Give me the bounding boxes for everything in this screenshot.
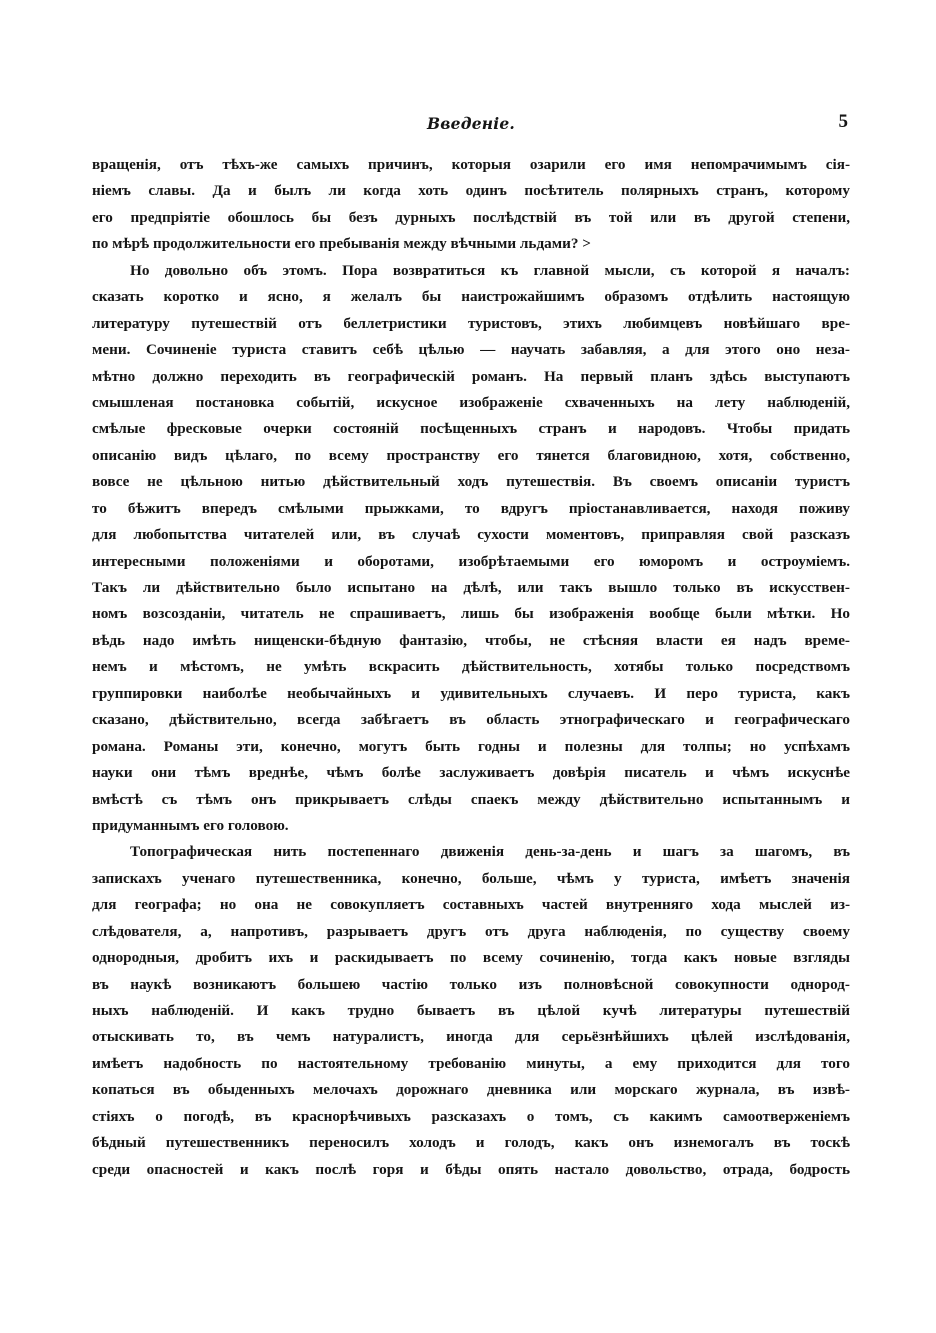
text-line: описанію видъ цѣлаго, по всему пространству его тянется благовидною, хотя, собственно, (92, 446, 850, 464)
text-line: Такъ ли дѣйствительно было испытано на дѣлѣ, или такъ вышло только въ искусствен- (92, 579, 850, 596)
paragraph-3 (92, 839, 850, 1183)
text-line: литературу путешествій отъ беллетристики туристовъ, этихъ любимцевъ новѣйшаго вре- (92, 314, 850, 332)
running-title: Введеніе. (426, 114, 516, 133)
text-line: Но довольно объ этомъ. Пора возвратиться къ главной мысли, съ которой я началъ: (130, 261, 850, 279)
text-line: номъ возсозданіи, читатель не спрашиваетъ, лишь бы изображенія вообще были мѣтки. Но (92, 605, 850, 623)
text-line: группировки наиболѣе необычайныхъ и удивительныхъ случаевъ. И перо туриста, какъ (92, 684, 850, 702)
text-line: науки они тѣмъ вреднѣе, чѣмъ болѣе заслуживаетъ довѣрія писатель и чѣмъ искуснѣе (92, 764, 850, 782)
text-line: однородныя, дробитъ ихъ и раскидываетъ по всему сочиненію, тогда какъ новые взгляды (92, 949, 850, 967)
page-number: 5 (838, 111, 848, 132)
text-line: отыскивать то, въ чемъ натуралистъ, иногда для серьёзнѣйшихъ цѣлей изслѣдованія, (92, 1028, 850, 1046)
text-line: Топографическая нить постепеннаго движенія день-за-день и шагъ за шагомъ, въ (130, 843, 850, 861)
text-line: вмѣстѣ съ тѣмъ онъ прикрываетъ слѣды спаекъ между дѣйствительно испытаннымъ и (92, 790, 850, 808)
text-line: то бѣжитъ впередъ смѣлыми прыжками, то вдругъ пріостанавливается, находя поживу (92, 499, 850, 517)
body-text (92, 152, 850, 1183)
text-line: запискахъ ученаго путешественника, конечно, больше, чѣмъ у туриста, имѣетъ значенія (92, 869, 850, 887)
text-line: ніемъ славы. Да и былъ ли когда хоть одинъ посѣтитель полярныхъ странъ, которому (92, 182, 850, 200)
text-line: мѣтно должно переходить въ географическій романъ. На первый планъ здѣсь выступаютъ (92, 367, 850, 385)
text-line: сказать коротко и ясно, я желалъ бы наистрожайшимъ образомъ отдѣлить настоящую (92, 288, 850, 306)
text-line: вѣдь надо имѣть нищенски-бѣдную фантазію, чтобы, не стѣсняя власти ея надъ време- (92, 631, 850, 649)
text-line: имѣетъ надобность по настоятельному требованію минуты, а ему приходится для того (92, 1054, 850, 1072)
text-line: бѣдный путешественникъ переносилъ холодъ и голодъ, какъ онъ изнемогалъ въ тоскѣ (92, 1134, 850, 1152)
text-line: немъ и мѣстомъ, не умѣть вскрасить дѣйствительность, хотябы только посредствомъ (92, 658, 850, 676)
text-line: его предпріятіе обошлось бы безъ дурныхъ послѣдствій въ той или въ другой степени, (92, 208, 850, 226)
text-line: интересными положеніями и оборотами, изобрѣтаемыми его юморомъ и остроуміемъ. (92, 552, 850, 570)
text-line: придуманнымъ его головою. (92, 816, 289, 834)
text-line: ныхъ наблюденій. И какъ трудно бываетъ въ цѣлой кучѣ литературы путешествій (92, 1002, 850, 1019)
text-line: смѣлые фресковые очерки состояній посѣщенныхъ странъ и народовъ. Чтобы придать (92, 420, 850, 438)
text-line: смышленая постановка событій, искусное изображеніе схваченныхъ на лету наблюденій, (92, 393, 850, 411)
text-line: въ наукѣ возникаютъ большею частію только изъ полновѣсной совокупности однород- (92, 975, 850, 993)
paragraph-2 (92, 258, 850, 840)
text-line: среди опасностей и какъ послѣ горя и бѣды опять настало довольство, отрада, бодрость (92, 1160, 850, 1178)
text-line: копаться въ обыденныхъ мелочахъ дорожнаго дневника или морскаго журнала, въ извѣ- (92, 1081, 850, 1099)
text-line: стіяхъ о погодѣ, въ краснорѣчивыхъ разсказахъ о томъ, съ какимъ самоотверженіемъ (92, 1107, 850, 1125)
text-line: мени. Сочиненіе туриста ставитъ себѣ цѣлью — научать забавляя, а для этого оно неза- (92, 341, 850, 359)
text-line: для географа; но она не совокупляетъ составныхъ частей внутренняго хода мыслей из- (92, 896, 850, 914)
text-line: вовсе не цѣльною нитью дѣйствительный ходъ путешествія. Въ своемъ описаніи туристъ (92, 473, 850, 491)
text-line: романа. Романы эти, конечно, могутъ быть годны и полезны для толпы; но успѣхамъ (92, 737, 850, 755)
running-head (88, 111, 854, 138)
text-line: слѣдователя, а, напротивъ, разрываетъ другъ отъ друга наблюденія, по существу своему (92, 922, 850, 940)
text-line: вращенія, отъ тѣхъ-же самыхъ причинъ, которыя озарили его имя непомрачимымъ сія- (92, 156, 850, 173)
text-line: для любопытства читателей или, въ случаѣ сухости моментовъ, приправляя свой разсказъ (92, 526, 850, 544)
paragraph-1 (92, 152, 850, 258)
text-line: сказано, дѣйствительно, всегда забѣгаетъ въ область этнографическаго и географическаго (92, 711, 850, 729)
text-line: по мѣрѣ продолжительности его пребыванія между вѣчными льдами? > (92, 235, 591, 253)
